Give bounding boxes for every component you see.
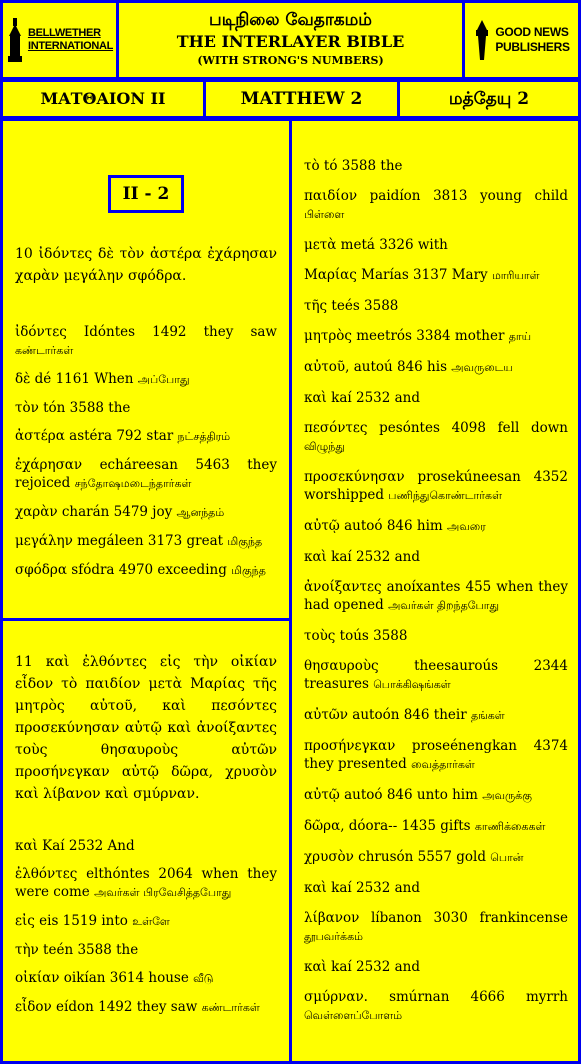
greek-word: μητρὸς bbox=[304, 328, 352, 344]
tamil-gloss: வீடு bbox=[193, 972, 214, 985]
greek-word: τῆς bbox=[304, 298, 328, 314]
greek-word: εἶδον bbox=[15, 999, 52, 1015]
word-entry bbox=[15, 865, 277, 902]
tamil-gloss: தூபவர்க்கம் bbox=[304, 930, 363, 943]
transliteration-gloss: elthóntes 2064 when they were come bbox=[15, 866, 277, 900]
transliteration-gloss: proseénengkan 4374 they presented bbox=[304, 738, 568, 772]
good-news-logo bbox=[462, 0, 581, 80]
greek-word: ἰδόντες bbox=[15, 324, 67, 340]
word-entry bbox=[15, 399, 277, 417]
tamil-gloss: நட்சத்திரம் bbox=[177, 430, 231, 443]
word-entry bbox=[15, 323, 277, 360]
transliteration-gloss: paidíon 3813 young child bbox=[357, 188, 568, 204]
chapter-badge: II - 2 bbox=[108, 175, 185, 213]
word-entry bbox=[304, 389, 568, 407]
word-entry bbox=[15, 837, 277, 855]
tamil-gloss: அவர்கள் திறந்தபோது bbox=[388, 599, 500, 612]
transliteration-gloss: Kaí 2532 And bbox=[37, 838, 135, 854]
word-entry bbox=[304, 187, 568, 224]
word-entry bbox=[304, 548, 568, 566]
greek-word: λίβανον bbox=[304, 910, 360, 926]
greek-word: αὐτοῦ, bbox=[304, 359, 350, 375]
transliteration-gloss: teén 3588 the bbox=[38, 942, 139, 958]
word-entry bbox=[304, 737, 568, 774]
tamil-gloss: அப்போது bbox=[137, 373, 190, 386]
tamil-gloss: தங்கள் bbox=[470, 709, 505, 722]
greek-word: οἰκίαν bbox=[15, 970, 60, 986]
title-block bbox=[116, 0, 465, 80]
transliteration-gloss: chrusón 5557 gold bbox=[353, 849, 491, 865]
tamil-gloss: மிகுந்த bbox=[231, 564, 266, 577]
tamil-gloss: விழுந்து bbox=[304, 440, 345, 453]
transliteration-gloss: charán 5479 joy bbox=[57, 504, 177, 520]
tamil-gloss: காணிக்கைகள் bbox=[474, 820, 546, 833]
tamil-gloss: அவருக்கு bbox=[482, 789, 532, 802]
greek-word: θησαυροὺς bbox=[304, 658, 379, 674]
transliteration-gloss: echáreesan 5463 they rejoiced bbox=[15, 457, 277, 491]
tamil-gloss: மாரியாள் bbox=[491, 269, 540, 282]
verse10-panel bbox=[0, 118, 292, 621]
word-entry bbox=[15, 969, 277, 988]
greek-word: τὸ bbox=[304, 158, 320, 174]
verse11-word-list-right bbox=[304, 157, 568, 1025]
transliteration-gloss: meetrós 3384 mother bbox=[351, 328, 509, 344]
verse11-continued-panel bbox=[289, 118, 581, 1064]
transliteration-gloss: prosekúneesan 4352 worshipped bbox=[304, 469, 568, 503]
word-entry bbox=[15, 941, 277, 959]
greek-word: καὶ bbox=[304, 390, 327, 406]
verse11-panel bbox=[0, 618, 292, 1064]
greek-word: τοὺς bbox=[304, 628, 336, 644]
tamil-gloss: மிகுந்த bbox=[227, 535, 263, 548]
greek-word: τὸν bbox=[15, 400, 39, 416]
bell-tower-icon bbox=[6, 18, 24, 62]
transliteration-gloss: autoú 846 his bbox=[349, 359, 452, 375]
greek-word: μεγάλην bbox=[15, 533, 73, 549]
word-entry bbox=[304, 517, 568, 536]
transliteration-gloss: tó 3588 the bbox=[319, 158, 403, 174]
greek-word: καὶ bbox=[304, 959, 327, 975]
greek-word: ἐχάρησαν bbox=[15, 457, 83, 473]
word-entry bbox=[304, 358, 568, 377]
word-entry bbox=[15, 561, 277, 580]
tamil-gloss: பணிந்துகொண்டார்கள் bbox=[388, 489, 502, 502]
word-entry bbox=[304, 786, 568, 805]
greek-word: πεσόντες bbox=[304, 420, 368, 436]
bellwether-logo bbox=[0, 0, 119, 80]
greek-word: σφόδρα bbox=[15, 562, 67, 578]
tamil-gloss: சந்தோஷமடைந்தார்கள் bbox=[74, 477, 192, 490]
transliteration-gloss: smúrnan 4666 myrrh bbox=[367, 989, 568, 1005]
transliteration-gloss: Idóntes 1492 they saw bbox=[66, 324, 277, 340]
tamil-gloss: ஆனந்தம் bbox=[176, 506, 225, 519]
word-entry bbox=[304, 627, 568, 645]
title-english: THE INTERLAYER BIBLE bbox=[176, 32, 405, 51]
verse10-text: 10 ἰδόντες δὲ τὸν ἀστέρα ἐχάρησαν χαρὰν μεγάλην σφόδρα. bbox=[15, 246, 277, 284]
transliteration-gloss: eídon 1492 they saw bbox=[51, 999, 202, 1015]
word-entry bbox=[304, 297, 568, 315]
greek-word: ἀστέρα bbox=[15, 428, 65, 444]
left-logo-line2: INTERNATIONAL bbox=[27, 40, 114, 52]
torch-icon bbox=[473, 20, 491, 60]
word-entry bbox=[15, 370, 277, 389]
tamil-gloss: கண்டார்கள் bbox=[15, 344, 74, 357]
word-entry bbox=[304, 657, 568, 694]
greek-word: σμύρναν. bbox=[304, 989, 368, 1005]
word-entry bbox=[304, 266, 568, 285]
tamil-gloss: அவருடைய bbox=[451, 361, 513, 374]
transliteration-gloss: kaí 2532 and bbox=[326, 959, 421, 975]
transliteration-gloss: dóora-- 1435 gifts bbox=[344, 818, 475, 834]
tamil-gloss: உள்ளே bbox=[132, 915, 170, 928]
transliteration-gloss: kaí 2532 and bbox=[326, 549, 421, 565]
transliteration-gloss: teés 3588 bbox=[327, 298, 399, 314]
greek-word: καὶ bbox=[15, 838, 38, 854]
left-logo-line1: BELLWETHER bbox=[27, 27, 101, 39]
tamil-gloss: கண்டார்கள் bbox=[201, 1001, 260, 1014]
greek-word: εἰς bbox=[15, 913, 35, 929]
tamil-gloss: பிள்ளை bbox=[304, 208, 345, 221]
word-entry bbox=[304, 327, 568, 346]
greek-word: χαρὰν bbox=[15, 504, 58, 520]
word-entry bbox=[15, 503, 277, 522]
word-entry bbox=[304, 578, 568, 615]
word-entry bbox=[304, 236, 568, 254]
word-entry bbox=[15, 912, 277, 931]
greek-word: προσήνεγκαν bbox=[304, 738, 396, 754]
transliteration-gloss: astéra 792 star bbox=[64, 428, 178, 444]
word-entry bbox=[15, 532, 277, 551]
greek-word: μετὰ bbox=[304, 237, 337, 253]
verse11-word-list-left bbox=[15, 837, 277, 1017]
greek-word: ἀνοίξαντες bbox=[304, 579, 382, 595]
right-logo-line2: PUBLISHERS bbox=[495, 40, 570, 54]
tamil-gloss: வைத்தார்கள் bbox=[411, 758, 475, 771]
transliteration-gloss: autoó 846 him bbox=[339, 518, 447, 534]
greek-word: δὲ bbox=[15, 371, 31, 387]
verse11-text: 11 καὶ ἐλθόντες εἰς τὴν οἰκίαν εἶδον τὸ παιδίον μετὰ Μαρίας τῆς μητρὸς αὐτοῦ, καὶ πεσόντες προσεκύνησαν αὐτῷ καὶ ἀνοίξαντες τοὺς θησαυροὺς αὐτῶν προσήνεγκαν αὐτῷ δῶρα, χρυσὸν καὶ λίβανον καὶ σμύρναν. bbox=[15, 654, 277, 802]
word-entry bbox=[15, 998, 277, 1017]
greek-word: αὐτῷ bbox=[304, 787, 340, 803]
word-entry bbox=[304, 468, 568, 505]
transliteration-gloss: anoíxantes 455 when they had opened bbox=[304, 579, 568, 613]
greek-word: αὐτῷ bbox=[304, 518, 340, 534]
book-greek: ΜΑΤΘΑΙΟΝ ΙΙ bbox=[0, 79, 206, 119]
verse10-word-list bbox=[15, 323, 277, 580]
transliteration-gloss: tón 3588 the bbox=[38, 400, 131, 416]
word-entry bbox=[304, 706, 568, 725]
title-subtitle: (WITH STRONG'S NUMBERS) bbox=[197, 54, 384, 67]
greek-word: τὴν bbox=[15, 942, 39, 958]
transliteration-gloss: dé 1161 When bbox=[30, 371, 138, 387]
right-logo-line1: GOOD NEWS bbox=[495, 25, 569, 39]
word-entry bbox=[15, 427, 277, 446]
greek-word: προσεκύνησαν bbox=[304, 469, 405, 485]
word-entry bbox=[304, 157, 568, 175]
greek-word: ἐλθόντες bbox=[15, 866, 78, 882]
transliteration-gloss: toús 3588 bbox=[335, 628, 408, 644]
greek-word: καὶ bbox=[304, 549, 327, 565]
tamil-gloss: வெள்ளைப்போளம் bbox=[304, 1009, 403, 1022]
tamil-gloss: தாய் bbox=[508, 330, 532, 343]
tamil-gloss: பொன் bbox=[490, 851, 524, 864]
title-tamil: படிநிலை வேதாகமம் bbox=[209, 10, 372, 30]
transliteration-gloss: kaí 2532 and bbox=[326, 880, 421, 896]
tamil-gloss: அவர்கள் பிரவேசித்தபோது bbox=[94, 886, 232, 899]
greek-word: χρυσὸν bbox=[304, 849, 354, 865]
transliteration-gloss: megáleen 3173 great bbox=[72, 533, 228, 549]
word-entry bbox=[304, 879, 568, 897]
transliteration-gloss: líbanon 3030 frankincense bbox=[359, 910, 568, 926]
transliteration-gloss: autoón 846 their bbox=[348, 707, 471, 723]
tamil-gloss: அவரை bbox=[446, 520, 486, 533]
transliteration-gloss: metá 3326 with bbox=[336, 237, 448, 253]
word-entry bbox=[304, 958, 568, 976]
tamil-gloss: பொக்கிஷங்கள் bbox=[373, 678, 451, 691]
transliteration-gloss: Marías 3137 Mary bbox=[356, 267, 492, 283]
book-english: MATTHEW 2 bbox=[203, 79, 400, 119]
transliteration-gloss: pesóntes 4098 fell down bbox=[367, 420, 568, 436]
greek-word: Μαρίας bbox=[304, 267, 357, 283]
word-entry bbox=[304, 419, 568, 456]
word-entry bbox=[15, 456, 277, 493]
greek-word: αὐτῶν bbox=[304, 707, 349, 723]
greek-word: δῶρα, bbox=[304, 818, 345, 834]
word-entry bbox=[304, 909, 568, 946]
word-entry bbox=[304, 848, 568, 867]
greek-word: καὶ bbox=[304, 880, 327, 896]
transliteration-gloss: oikían 3614 house bbox=[59, 970, 194, 986]
transliteration-gloss: eis 1519 into bbox=[34, 913, 133, 929]
book-tamil: மத்தேயு 2 bbox=[397, 79, 581, 119]
transliteration-gloss: theesauroús 2344 treasures bbox=[304, 658, 568, 692]
greek-word: παιδίον bbox=[304, 188, 358, 204]
word-entry bbox=[304, 817, 568, 836]
transliteration-gloss: sfódra 4970 exceeding bbox=[66, 562, 232, 578]
transliteration-gloss: kaí 2532 and bbox=[326, 390, 421, 406]
word-entry bbox=[304, 988, 568, 1025]
transliteration-gloss: autoó 846 unto him bbox=[339, 787, 483, 803]
